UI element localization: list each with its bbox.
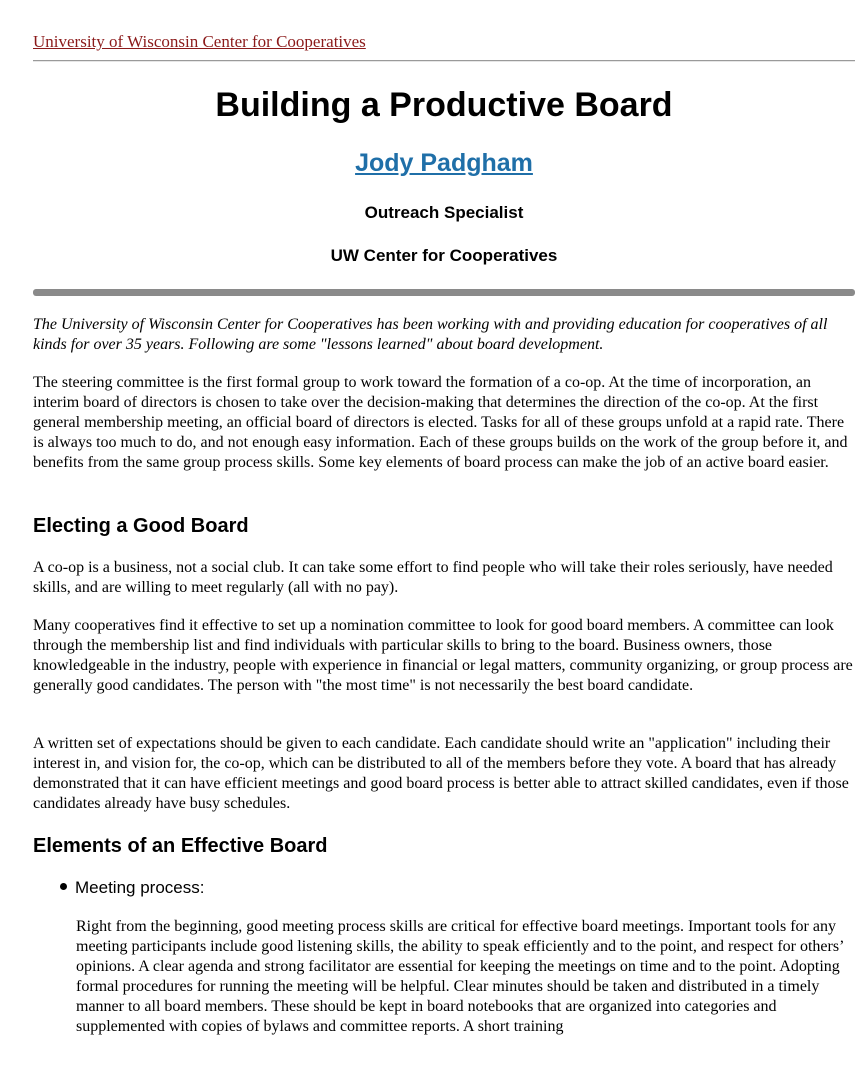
list-item-label: Meeting process: xyxy=(75,878,205,897)
bullet-icon xyxy=(60,883,67,890)
section-heading-electing: Electing a Good Board xyxy=(33,515,249,537)
intro-italic-paragraph: The University of Wisconsin Center for Cooperatives has been working with and providing education for cooperatives of all kinds for over 35 years. Following are some "lessons learned" about board development. xyxy=(33,316,828,353)
electing-paragraph-1: A co-op is a business, not a social club. It can take some effort to find people who will take their roles seriously, have needed skills, and are willing to meet regularly (all with no pay). xyxy=(33,559,833,596)
intro-paragraph: The steering committee is the first formal group to work toward the formation of a co-op. At the time of incorporation, an interim board of directors is chosen to take over the decision-making that determines the direction of the co-op. At the first general membership meeting, an official board of directors is elected. Tasks for all of these groups unfold at a rapid rate. There is always too much to do, and not enough easy information. Each of these groups builds on the work of the group before it, and benefits from the same group process skills. Some key elements of board process can make the job of an active board easier. xyxy=(33,374,848,471)
site-home-link[interactable]: University of Wisconsin Center for Cooperatives xyxy=(33,32,366,51)
author-heading xyxy=(33,147,855,179)
electing-paragraph-3: A written set of expectations should be given to each candidate. Each candidate should write an "application" including their interest in, and vision for, the co-op, which can be distributed to all of the members before they vote. A board that has already demonstrated that it can have efficient meetings and good board process is better able to attract skilled candidates, even if those candidates already have busy schedules. xyxy=(33,735,849,812)
author-title: Outreach Specialist xyxy=(364,203,524,222)
electing-paragraph-2: Many cooperatives find it effective to set up a nomination committee to look for good board members. A committee can look through the membership list and find individuals with particular skills to bring to the board. Business owners, those knowledgeable in the industry, people with experience in financial or legal matters, community organizing, or group process are generally good candidates. The person with "the most time" is not necessarily the best board candidate. xyxy=(33,617,853,694)
page-title: Building a Productive Board xyxy=(215,86,673,124)
author-organization: UW Center for Cooperatives xyxy=(330,246,558,265)
section-divider xyxy=(33,289,855,296)
header-divider xyxy=(33,60,855,62)
meeting-process-paragraph: Right from the beginning, good meeting process skills are critical for effective board meetings. Important tools for any meeting participants include good listening skills, the ability to speak efficiently and to the point, and respect for others’ opinions. A clear agenda and strong facilitator are essential for keeping the meetings on time and to the point. Adopting formal procedures for running the meeting will be helpful. Clear minutes should be taken and distributed in a timely manner to all board members. These should be kept in board notebooks that are organized into categories and supplemented with copies of bylaws and committee reports. A short training xyxy=(76,918,844,1035)
list-item-meeting-process xyxy=(60,877,204,899)
author-link[interactable]: Jody Padgham xyxy=(355,149,533,177)
section-heading-elements: Elements of an Effective Board xyxy=(33,835,328,857)
